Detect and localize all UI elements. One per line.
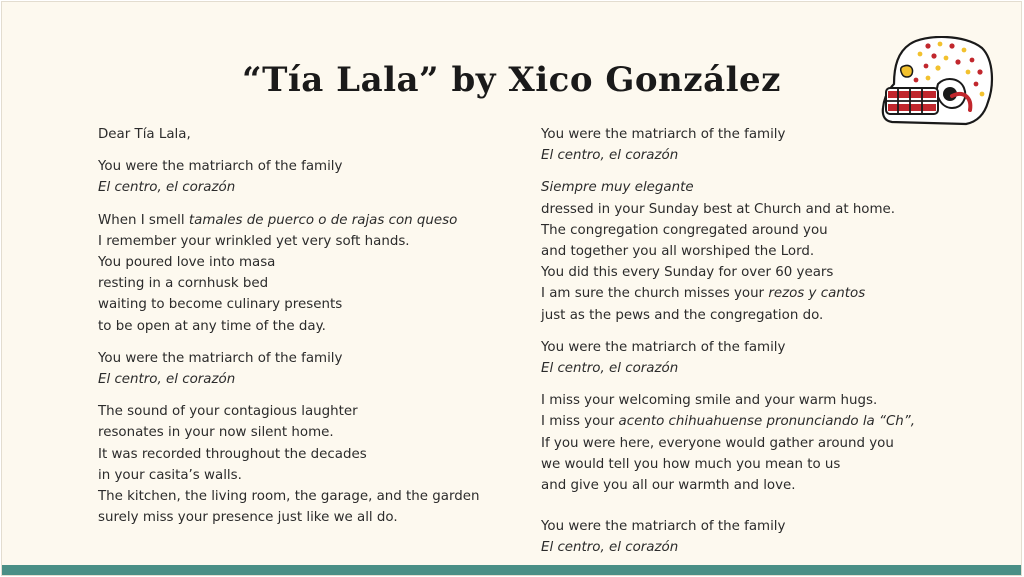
refrain-stanza xyxy=(541,124,961,166)
refrain-stanza xyxy=(541,516,961,558)
refrain-line: You were the matriarch of the family xyxy=(98,350,343,366)
poem-line: The sound of your contagious laughter xyxy=(98,404,358,420)
poem-line: I miss your welcoming smile and your warm hugs. xyxy=(541,393,878,409)
poem-line: resting in a cornhusk bed xyxy=(98,276,269,292)
line-text: I miss your xyxy=(541,414,619,430)
refrain-stanza xyxy=(541,337,961,379)
refrain-line-spanish: El centro, el corazón xyxy=(541,540,679,556)
line-italic-text: tamales de puerco o de rajas con queso xyxy=(188,212,458,228)
salutation-line: Dear Tía Lala, xyxy=(98,127,191,142)
poem-title: “Tía Lala” by Xico González xyxy=(242,60,781,100)
miss-you-stanza xyxy=(541,390,961,496)
poem-line xyxy=(541,411,961,432)
poem-line: we would tell you how much you mean to us xyxy=(541,456,841,472)
refrain-stanza xyxy=(98,156,518,198)
line-text: When I smell xyxy=(98,212,189,228)
sugar-skull-icon xyxy=(880,36,995,128)
poem-line: and give you all our warmth and love. xyxy=(541,478,796,494)
poem-line: It was recorded throughout the decades xyxy=(98,446,367,462)
refrain-line: You were the matriarch of the family xyxy=(541,519,786,535)
refrain-line-spanish: El centro, el corazón xyxy=(541,148,679,164)
line-text: I am sure the church misses your xyxy=(541,286,769,302)
poem-line: in your casita’s walls. xyxy=(98,467,242,483)
poem-line: I remember your wrinkled yet very soft hands. xyxy=(98,233,410,249)
refrain-line-spanish: El centro, el corazón xyxy=(98,180,236,196)
refrain-line-spanish: El centro, el corazón xyxy=(541,361,679,377)
poem-line xyxy=(98,210,518,231)
poem-line: The kitchen, the living room, the garage, and the garden xyxy=(98,489,480,505)
poem-line: and together you all worshiped the Lord. xyxy=(541,244,815,260)
poem-line: waiting to become culinary presents xyxy=(98,297,343,313)
poem-line: surely miss your presence just like we all do. xyxy=(98,510,398,526)
poem-line xyxy=(541,283,961,304)
line-italic-text: acento chihuahuense pronunciando la “Ch”, xyxy=(618,414,915,430)
poem-line: dressed in your Sunday best at Church and at home. xyxy=(541,201,896,217)
refrain-stanza xyxy=(98,348,518,390)
poem-line: to be open at any time of the day. xyxy=(98,318,326,334)
salutation xyxy=(98,124,518,145)
poem-line: You did this every Sunday for over 60 years xyxy=(541,265,834,281)
laughter-stanza xyxy=(98,401,518,528)
refrain-line: You were the matriarch of the family xyxy=(541,127,786,142)
poem-line: just as the pews and the congregation do. xyxy=(541,307,824,323)
poem-right-column xyxy=(541,124,961,570)
poem-line: If you were here, everyone would gather around you xyxy=(541,435,894,451)
slide xyxy=(1,1,1022,576)
refrain-line: You were the matriarch of the family xyxy=(541,339,786,355)
refrain-line: You were the matriarch of the family xyxy=(98,159,343,175)
poem-line: resonates in your now silent home. xyxy=(98,425,334,441)
poem-line-italic: Siempre muy elegante xyxy=(541,180,694,196)
line-italic-text: rezos y cantos xyxy=(768,286,866,302)
tamales-stanza xyxy=(98,210,518,337)
footer-bar xyxy=(2,565,1021,575)
poem-line: You poured love into masa xyxy=(98,255,276,271)
refrain-line-spanish: El centro, el corazón xyxy=(98,372,236,388)
poem-left-column xyxy=(98,124,518,539)
poem-line: The congregation congregated around you xyxy=(541,222,828,238)
church-stanza xyxy=(541,177,961,325)
